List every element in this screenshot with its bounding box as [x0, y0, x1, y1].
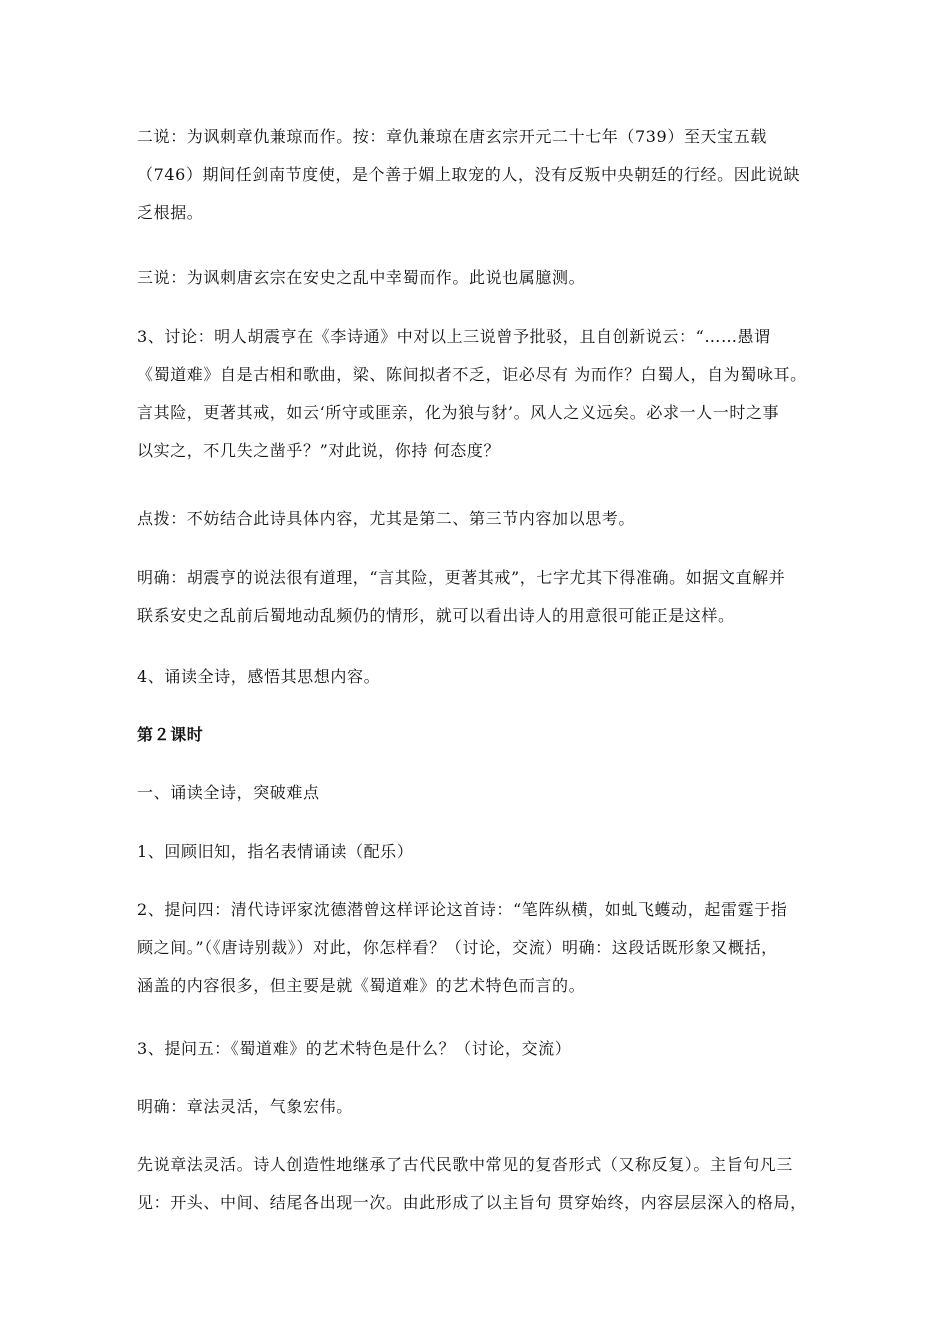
paragraph-hint	[137, 500, 827, 538]
text-line: 3、提问五：《蜀道难》的艺术特色是什么？（讨论，交流）	[137, 1039, 572, 1058]
text-line: 4、诵读全诗，感悟其思想内容。	[137, 667, 381, 686]
heading-text: 第２课时	[137, 725, 204, 744]
paragraph-question-5	[137, 1030, 827, 1068]
text-line: 二说：为讽刺章仇兼琼而作。按：章仇兼琼在唐玄宗开元二十七年（739）至天宝五载	[137, 127, 767, 146]
paragraph-discussion-3	[137, 318, 827, 470]
text-line: 乏根据。	[137, 203, 204, 222]
text-line: 点拨：不妨结合此诗具体内容，尤其是第二、第三节内容加以思考。	[137, 509, 636, 528]
text-line: 1、回顾旧知，指名表情诵读（配乐）	[137, 842, 414, 861]
paragraph-clarification-2	[137, 1088, 827, 1126]
text-line: 见：开头、中间、结尾各出现一次。由此形成了以主旨句 贯穿始终，内容层层深入的格局，	[137, 1193, 807, 1212]
paragraph-structure	[137, 1146, 827, 1222]
text-line: （746）期间任剑南节度使，是个善于媚上取宠的人，没有反叛中央朝廷的行经。因此说缺	[137, 165, 801, 184]
text-line: 涵盖的内容很多，但主要是就《蜀道难》的艺术特色而言的。	[137, 976, 586, 995]
text-line: 先说章法灵活。诗人创造性地继承了古代民歌中常见的复沓形式（又称反复）。主旨句凡三	[137, 1155, 794, 1174]
text-line: 顾之间。”（《唐诗别裁》）对此，你怎样看？（讨论，交流）明确：这段话既形象又概括，	[137, 938, 778, 957]
text-line: 以实之，不几失之凿乎？”对此说，你持 何态度？	[137, 441, 501, 460]
paragraph-third-theory	[137, 259, 827, 297]
paragraph-section-one	[137, 774, 827, 812]
text-line: 《蜀道难》自是古相和歌曲，梁、陈间拟者不乏，讵必尽有 为而作？白蜀人，自为蜀咏耳。	[137, 365, 807, 384]
text-line: 明确：章法灵活，气象宏伟。	[137, 1097, 353, 1116]
text-line: 2、提问四：清代诗评家沈德潜曾这样评论这首诗：“笔阵纵横，如虬飞蠖动，起雷霆于指	[137, 900, 788, 919]
text-line: 一、诵读全诗，突破难点	[137, 783, 320, 802]
paragraph-review	[137, 833, 827, 871]
text-line: 三说：为讽刺唐玄宗在安史之乱中幸蜀而作。此说也属臆测。	[137, 268, 586, 287]
paragraph-second-theory	[137, 118, 827, 232]
text-line: 明确：胡震亨的说法很有道理，“言其险，更著其戒”，七字尤其下得准确。如据文直解并	[137, 568, 786, 587]
text-line: 联系安史之乱前后蜀地动乱频仍的情形，就可以看出诗人的用意很可能正是这样。	[137, 606, 735, 625]
paragraph-recite-4	[137, 658, 827, 696]
section-heading-lesson-2	[137, 716, 827, 754]
text-line: 言其险，更著其戒，如云‘所守或匪亲，化为狼与豺’。风人之义远矣。必求一人一时之事	[137, 403, 780, 422]
paragraph-clarification	[137, 559, 827, 635]
text-line: 3、讨论：明人胡震亨在《李诗通》中对以上三说曾予批驳，且自创新说云：“……愚谓	[137, 327, 771, 346]
paragraph-question-4	[137, 891, 827, 1005]
